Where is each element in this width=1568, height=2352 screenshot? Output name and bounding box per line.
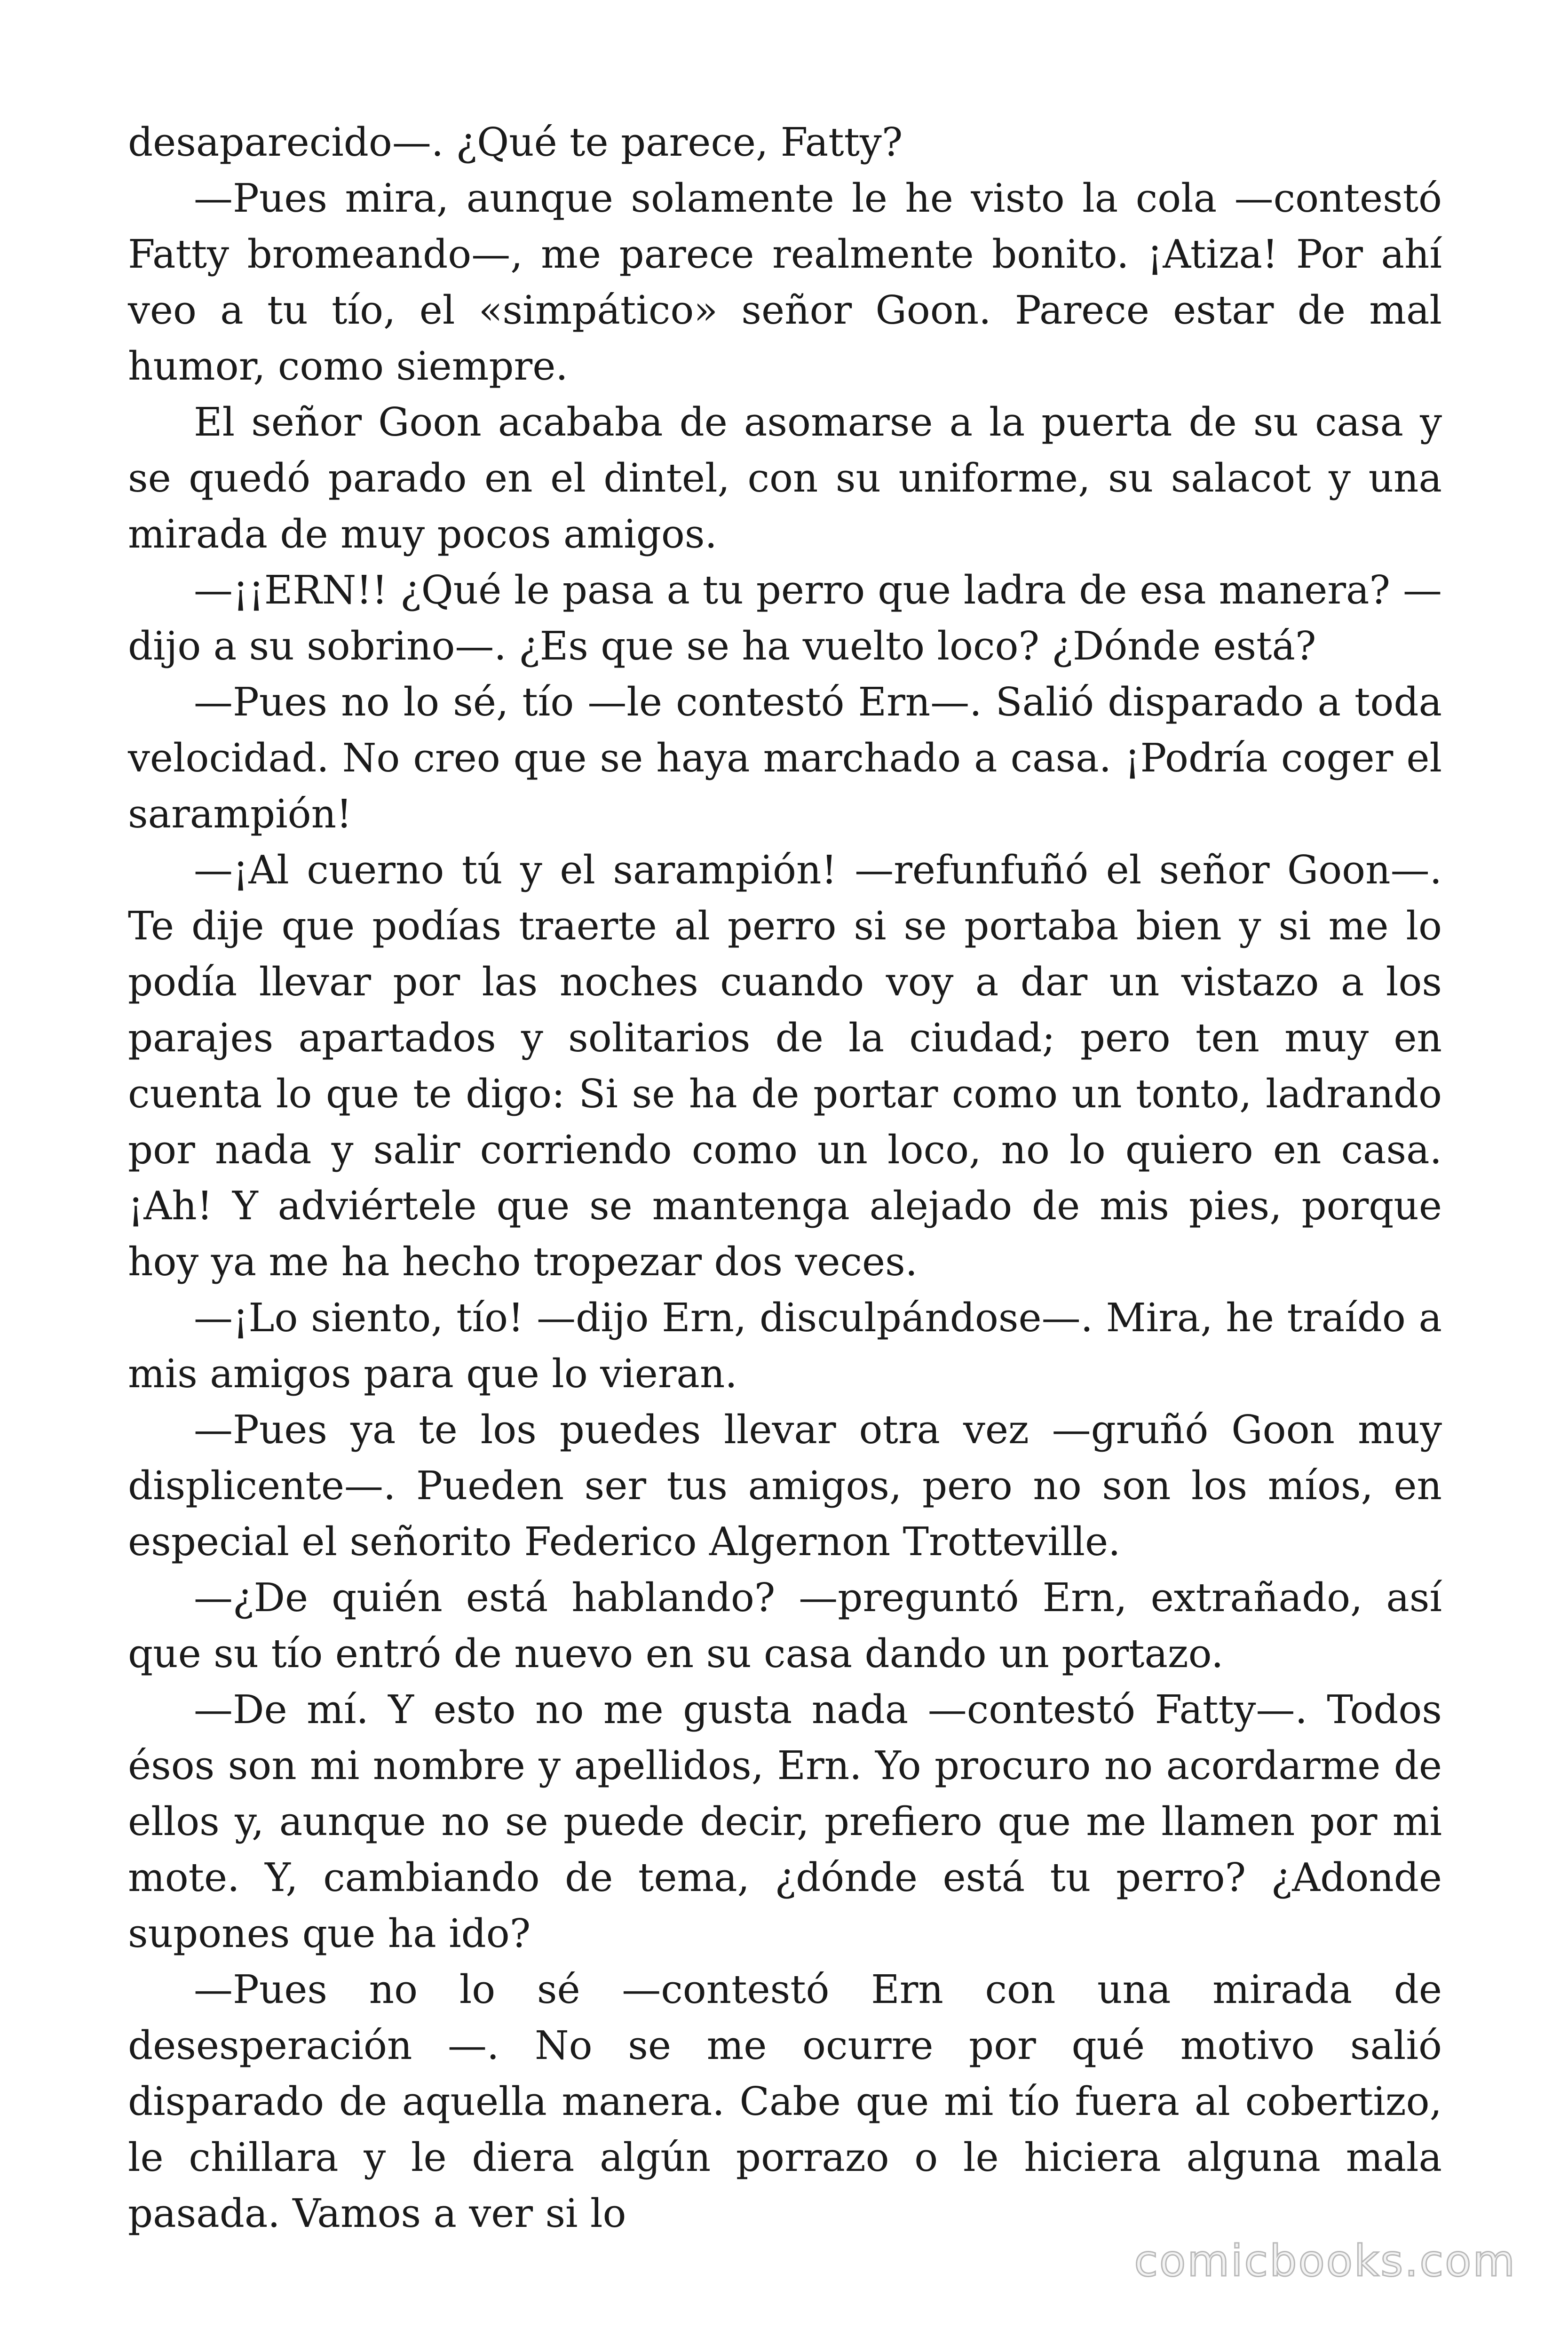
paragraph: —¡¡ERN!! ¿Qué le pasa a tu perro que ladra de esa manera? —dijo a su sobrino—. ¿Es que se ha vuelto loco? ¿Dónde está? — [128, 567, 1442, 669]
paragraph: —¿De quién está hablando? —preguntó Ern, extrañado, así que su tío entró de nuevo en su casa dando un portazo. — [128, 1575, 1442, 1677]
paragraph: —¡Al cuerno tú y el sarampión! —refunfuñó el señor Goon—. Te dije que podías traerte al perro si se portaba bien y si me lo podía llevar por las noches cuando voy a dar un vistazo a los parajes apartados y solitarios de la ciudad; pero ten muy en cuenta lo que te digo: Si se ha de portar como un tonto, ladrando por nada y salir corriendo como un loco, no lo quiero en casa. ¡Ah! Y adviértele que se mantenga alejado de mis pies, porque hoy ya me ha hecho tropezar dos veces. — [128, 847, 1442, 1285]
watermark: comicbooks.com — [1134, 2236, 1516, 2286]
paragraph: —¡Lo siento, tío! —dijo Ern, disculpándose—. Mira, he traído a mis amigos para que lo vieran. — [128, 1295, 1442, 1397]
paragraph: —Pues no lo sé, tío —le contestó Ern—. Salió disparado a toda velocidad. No creo que se haya marchado a casa. ¡Podría coger el sarampión! — [128, 679, 1442, 837]
book-page-text — [128, 114, 1442, 2241]
paragraph-continuation: desaparecido—. ¿Qué te parece, Fatty? — [128, 119, 903, 165]
paragraph: —Pues mira, aunque solamente le he visto la cola —contestó Fatty bromeando—, me parece realmente bonito. ¡Atiza! Por ahí veo a tu tío, el «simpático» señor Goon. Parece estar de mal humor, como siempre. — [128, 175, 1442, 389]
paragraph: El señor Goon acababa de asomarse a la puerta de su casa y se quedó parado en el dintel, con su uniforme, su salacot y una mirada de muy pocos amigos. — [128, 399, 1442, 557]
paragraph: —De mí. Y esto no me gusta nada —contestó Fatty—. Todos ésos son mi nombre y apellidos, Ern. Yo procuro no acordarme de ellos y, aunque no se puede decir, prefiero que me llamen por mi mote. Y, cambiando de tema, ¿dónde está tu perro? ¿Adonde supones que ha ido? — [128, 1687, 1442, 1956]
paragraph: —Pues ya te los puedes llevar otra vez —gruñó Goon muy displicente—. Pueden ser tus amigos, pero no son los míos, en especial el señorito Federico Algernon Trotteville. — [128, 1407, 1442, 1565]
paragraph: —Pues no lo sé —contestó Ern con una mirada de desesperación —. No se me ocurre por qué motivo salió disparado de aquella manera. Cabe que mi tío fuera al cobertizo, le chillara y le diera algún porrazo o le hiciera alguna mala pasada. Vamos a ver si lo — [128, 1967, 1442, 2236]
